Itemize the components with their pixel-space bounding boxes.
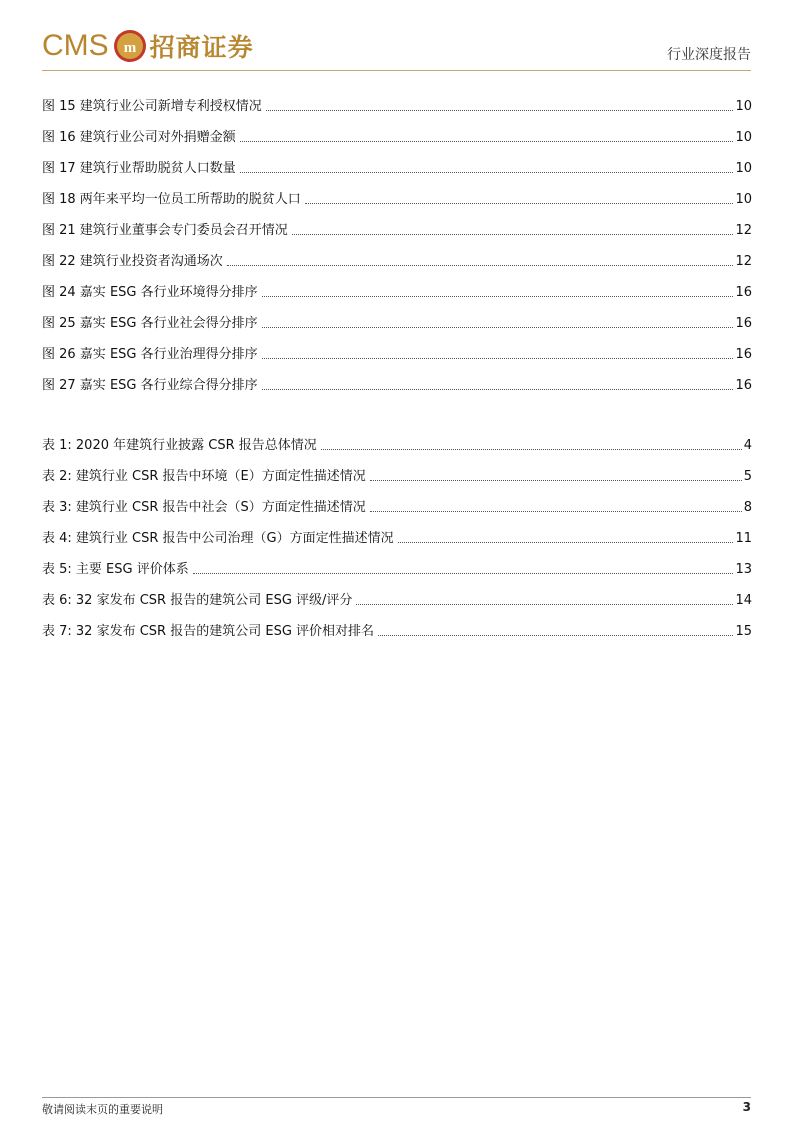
figure-entry[interactable]: [42, 239, 752, 270]
figure-entry[interactable]: [42, 177, 752, 208]
entry-label: 表 6: 32 家发布 CSR 报告的建筑公司 ESG 评级/评分: [42, 593, 353, 608]
entry-label: 图 26 嘉实 ESG 各行业治理得分排序: [42, 347, 258, 362]
table-entry[interactable]: [42, 547, 752, 578]
entry-label: 表 4: 建筑行业 CSR 报告中公司治理（G）方面定性描述情况: [42, 531, 394, 546]
entry-label: 表 1: 2020 年建筑行业披露 CSR 报告总体情况: [42, 438, 317, 453]
entry-page: 16: [735, 347, 752, 362]
leader-dots: [240, 140, 734, 142]
entry-label: 表 7: 32 家发布 CSR 报告的建筑公司 ESG 评价相对排名: [42, 624, 375, 639]
entry-page: 10: [735, 130, 752, 145]
entry-label: 图 22 建筑行业投资者沟通场次: [42, 254, 223, 269]
entry-label: 表 5: 主要 ESG 评价体系: [42, 562, 189, 577]
table-entry[interactable]: [42, 485, 752, 516]
entry-page: 10: [735, 192, 752, 207]
section-gap: [42, 394, 752, 423]
entry-page: 16: [735, 316, 752, 331]
leader-dots: [292, 233, 734, 235]
entry-page: 10: [735, 99, 752, 114]
entry-page: 15: [735, 624, 752, 639]
table-entry[interactable]: [42, 516, 752, 547]
logo-cn-text: 招商证券: [149, 33, 254, 62]
entry-page: 12: [735, 223, 752, 238]
entry-page: 14: [735, 593, 752, 608]
disclaimer-note: 敬请阅读末页的重要说明: [42, 1103, 163, 1116]
leader-dots: [266, 109, 734, 111]
table-of-contents: [42, 84, 752, 640]
table-entry[interactable]: [42, 454, 752, 485]
logo-badge-icon: [113, 29, 147, 63]
entry-label: 图 15 建筑行业公司新增专利授权情况: [42, 99, 262, 114]
leader-dots: [356, 603, 733, 605]
entry-label: 图 16 建筑行业公司对外捐赠金额: [42, 130, 236, 145]
entry-page: 8: [743, 500, 752, 515]
leader-dots: [321, 448, 742, 450]
logo-cms-text: CMS: [42, 29, 109, 62]
entry-label: 图 18 两年来平均一位员工所帮助的脱贫人口: [42, 192, 301, 207]
figure-entry[interactable]: [42, 146, 752, 177]
table-entry[interactable]: [42, 609, 752, 640]
page-number: 3: [742, 1100, 751, 1114]
figure-entry[interactable]: [42, 208, 752, 239]
footer-divider: [42, 1097, 751, 1098]
leader-dots: [378, 634, 733, 636]
table-entry[interactable]: [42, 578, 752, 609]
leader-dots: [370, 479, 742, 481]
entry-label: 图 27 嘉实 ESG 各行业综合得分排序: [42, 378, 258, 393]
leader-dots: [305, 202, 734, 204]
figure-entry[interactable]: [42, 84, 752, 115]
page-header: [42, 0, 751, 72]
leader-dots: [262, 295, 734, 297]
report-type-title: 行业深度报告: [667, 47, 751, 63]
entry-label: 图 24 嘉实 ESG 各行业环境得分排序: [42, 285, 258, 300]
entry-page: 10: [735, 161, 752, 176]
header-divider: [42, 70, 751, 71]
leader-dots: [240, 171, 734, 173]
leader-dots: [370, 510, 742, 512]
entry-page: 16: [735, 378, 752, 393]
leader-dots: [262, 326, 734, 328]
entry-label: 图 21 建筑行业董事会专门委员会召开情况: [42, 223, 288, 238]
figure-entry[interactable]: [42, 270, 752, 301]
table-entry[interactable]: [42, 423, 752, 454]
leader-dots: [227, 264, 734, 266]
leader-dots: [398, 541, 734, 543]
entry-label: 图 17 建筑行业帮助脱贫人口数量: [42, 161, 236, 176]
entry-label: 表 2: 建筑行业 CSR 报告中环境（E）方面定性描述情况: [42, 469, 366, 484]
entry-page: 4: [743, 438, 752, 453]
entry-page: 12: [735, 254, 752, 269]
figure-entry[interactable]: [42, 301, 752, 332]
leader-dots: [262, 357, 734, 359]
svg-text:m: m: [123, 40, 136, 56]
entry-label: 图 25 嘉实 ESG 各行业社会得分排序: [42, 316, 258, 331]
leader-dots: [262, 388, 734, 390]
entry-page: 11: [735, 531, 752, 546]
figure-entry[interactable]: [42, 363, 752, 394]
entry-page: 16: [735, 285, 752, 300]
figure-entry[interactable]: [42, 332, 752, 363]
entry-page: 5: [743, 469, 752, 484]
entry-label: 表 3: 建筑行业 CSR 报告中社会（S）方面定性描述情况: [42, 500, 366, 515]
figure-entry[interactable]: [42, 115, 752, 146]
entry-page: 13: [735, 562, 752, 577]
cms-logo: [42, 26, 254, 66]
leader-dots: [193, 572, 734, 574]
